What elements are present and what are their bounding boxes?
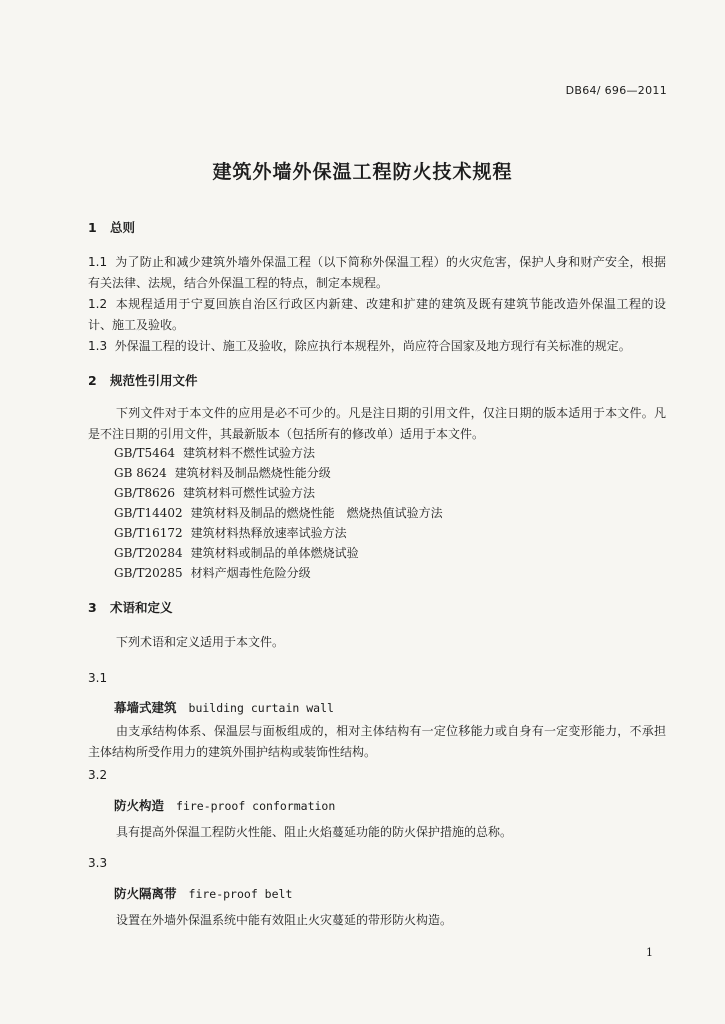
term-heading	[114, 698, 334, 716]
reference-item	[114, 563, 311, 583]
reference-name: 建筑材料及制品的燃烧性能 燃烧热值试验方法	[190, 506, 443, 520]
section-1-heading	[88, 218, 135, 236]
term-definition: 设置在外墙外保温系统中能有效阻止火灾蔓延的带形防火构造。	[116, 913, 453, 927]
term-chinese: 防火隔离带	[114, 886, 177, 901]
clause-number: 1.2	[88, 297, 108, 311]
reference-name: 建筑材料或制品的单体燃烧试验	[190, 546, 359, 560]
term-number: 3.1	[88, 671, 108, 685]
term-definition: 由支承结构体系、保温层与面板组成的，相对主体结构有一定位移能力或自身有一定变形能力，不承担主体结构所受作用力的建筑外围护结构或装饰性结构。	[88, 724, 666, 759]
clause-1-2	[88, 294, 666, 336]
reference-item	[114, 503, 443, 523]
reference-name: 建筑材料热释放速率试验方法	[190, 526, 347, 540]
term-number: 3.3	[88, 856, 108, 870]
section-number: 1	[88, 220, 97, 235]
clause-1-1	[88, 252, 666, 294]
section-3-heading	[88, 598, 173, 616]
reference-code: GB 8624	[114, 466, 167, 480]
section-3-intro: 下列术语和定义适用于本文件。	[116, 635, 285, 649]
reference-code: GB/T20285	[114, 566, 183, 580]
clause-text: 为了防止和减少建筑外墙外保温工程（以下简称外保温工程）的火灾危害，保护人身和财产安全，根据有关法律、法规，结合外保温工程的特点，制定本规程。	[88, 255, 666, 290]
section-title: 术语和定义	[110, 600, 173, 615]
page-title: 建筑外墙外保温工程防火技术规程	[212, 161, 513, 183]
reference-name: 建筑材料不燃性试验方法	[183, 446, 316, 460]
term-definition: 具有提高外保温工程防火性能、阻止火焰蔓延功能的防火保护措施的总称。	[116, 825, 513, 839]
section-number: 3	[88, 600, 97, 615]
reference-code: GB/T5464	[114, 446, 175, 460]
reference-item	[114, 443, 315, 463]
section-2-intro: 下列文件对于本文件的应用是必不可少的。凡是注日期的引用文件，仅注日期的版本适用于本文件。凡是不注日期的引用文件，其最新版本（包括所有的修改单）适用于本文件。	[88, 406, 666, 441]
clause-number: 1.3	[88, 339, 108, 353]
section-number: 2	[88, 373, 97, 388]
term-number: 3.2	[88, 768, 108, 782]
reference-item	[114, 483, 315, 503]
term-heading	[114, 884, 292, 902]
reference-code: GB/T16172	[114, 526, 183, 540]
reference-item	[114, 523, 347, 543]
clause-number: 1.1	[88, 255, 108, 269]
reference-item	[114, 543, 359, 563]
section-2-heading	[88, 371, 198, 389]
clause-text: 本规程适用于宁夏回族自治区行政区内新建、改建和扩建的建筑及既有建筑节能改造外保温工程的设计、施工及验收。	[88, 297, 666, 332]
reference-code: GB/T8626	[114, 486, 175, 500]
term-chinese: 防火构造	[114, 798, 165, 813]
reference-code: GB/T20284	[114, 546, 183, 560]
section-title: 总则	[110, 220, 136, 235]
reference-name: 建筑材料及制品燃烧性能分级	[174, 466, 331, 480]
section-title: 规范性引用文件	[110, 373, 198, 388]
doc-code: DB64/ 696—2011	[565, 84, 667, 97]
page-number: 1	[646, 946, 653, 959]
reference-name: 建筑材料可燃性试验方法	[183, 486, 316, 500]
term-english: building curtain wall	[188, 701, 334, 715]
reference-item	[114, 463, 331, 483]
reference-code: GB/T14402	[114, 506, 183, 520]
reference-name: 材料产烟毒性危险分级	[190, 566, 311, 580]
term-english: fire-proof conformation	[176, 799, 336, 813]
term-heading	[114, 796, 335, 814]
term-english: fire-proof belt	[188, 887, 293, 901]
clause-1-3	[88, 336, 666, 357]
term-chinese: 幕墙式建筑	[114, 700, 177, 715]
clause-text: 外保温工程的设计、施工及验收，除应执行本规程外，尚应符合国家及地方现行有关标准的规定。	[114, 339, 631, 353]
